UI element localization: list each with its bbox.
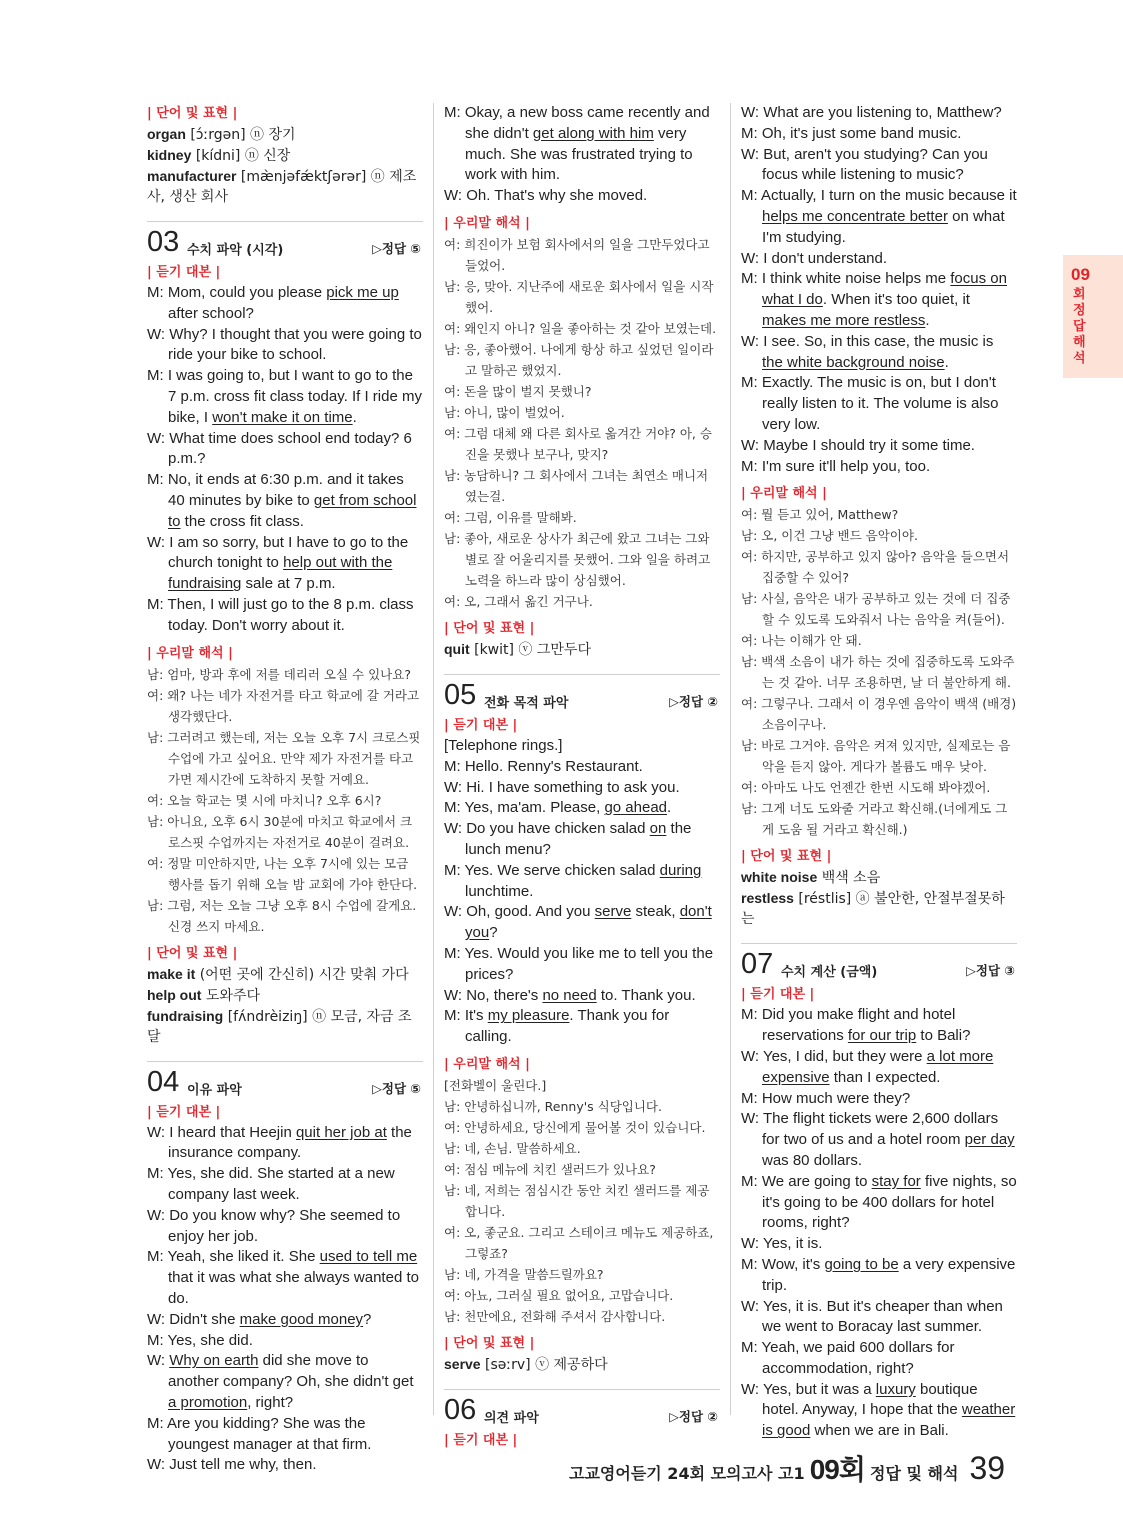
dialogue-line: M: Yeah, she liked it. She used to tell me that it was what she always wanted to do.: [147, 1248, 419, 1307]
translation-line: 여: 하지만, 공부하고 있지 않아? 음악을 들으면서 집중할 수 있어?: [741, 549, 1010, 586]
dialogue-line: M: We are going to stay for five nights, so it's going to be 400 dollars for hotel rooms, right?: [741, 1172, 1017, 1232]
answer-badge: ▷정답 ③: [966, 963, 1015, 979]
translation-line: 여: 오늘 학교는 몇 시에 마치니? 오후 6시?: [147, 792, 382, 808]
dialogue-line: W: Why? I thought that you were going to ride your bike to school.: [147, 325, 422, 364]
dialogue-line: W: The flight tickets were 2,600 dollars for two of us and a hotel room per day was 80 dollars.: [741, 1110, 1015, 1169]
dialogue-line: W: But, aren't you studying? Can you focus while listening to music?: [741, 145, 988, 184]
translation-line: 남: 그럼, 저는 오늘 그냥 오후 8시 수업에 갈게요. 신경 쓰지 마세요.: [147, 897, 417, 934]
chapter-number: 09: [1071, 265, 1090, 284]
translation-line: 여: 돈을 많이 벌지 못했니?: [444, 383, 592, 399]
question-type: 수치 계산 (금액): [781, 965, 878, 981]
footer-issue: 09회: [809, 1454, 865, 1485]
vocab-item: white noise 백색 소음: [741, 869, 881, 887]
vocab-heading: | 단어 및 표현 |: [741, 849, 832, 865]
translation-line: 남: 네, 저희는 점심시간 동안 치킨 샐러드를 제공합니다.: [444, 1182, 710, 1219]
question-number: 07: [741, 948, 774, 981]
dialogue-line: M: Then, I will just go to the 8 p.m. class today. Don't worry about it.: [147, 595, 414, 634]
translation-line: 남: 아니, 많이 벌었어.: [444, 404, 565, 420]
vocab-item: kidney [kídni] ⓝ 신장: [147, 147, 291, 164]
translation-line: 남: 바로 그거야. 음악은 켜져 있지만, 실제로는 음악을 듣지 않아. 게다가 볼륨도 매우 낮아.: [741, 738, 1011, 775]
footer-label: 정답 및 해석: [869, 1464, 959, 1483]
vocab-item: quit [kwit] ⓥ 그만두다: [444, 640, 591, 658]
script-heading: | 듣기 대본 |: [444, 1432, 518, 1448]
translation-line: 남: 좋아, 새로운 상사가 최근에 왔고 그녀는 그와 별로 잘 어울리지를 못했어. 그와 일을 하려고 노력을 하느라 많이 상심했어.: [444, 530, 711, 588]
translation-line: 남: 아니요, 오후 6시 30분에 마치고 학교에서 크로스핏 수업까지는 자전거로 40분이 걸려요.: [147, 813, 413, 850]
dialogue-line: M: Yeah, we paid 600 dollars for accommodation, right?: [741, 1339, 955, 1377]
footer-series: 고교영어듣기 24회 모의고사 고1: [569, 1464, 805, 1483]
stage-direction-translation: [전화벨이 울린다.]: [444, 1077, 547, 1093]
dialogue-line: W: Do you know why? She seemed to enjoy her job.: [147, 1206, 401, 1245]
translation-line: 여: 그럼, 이유를 말해봐.: [444, 509, 577, 525]
dialogue-line: W: I see. So, in this case, the music is the white background noise.: [741, 332, 994, 371]
translation-line: 남: 네, 손님. 말씀하세요.: [444, 1140, 581, 1156]
vocab-item: serve [səːrv] ⓥ 제공하다: [444, 1355, 608, 1373]
dialogue-line: M: It's my pleasure. Thank you for calling.: [444, 1007, 670, 1046]
vocab-heading: | 단어 및 표현 |: [147, 945, 238, 961]
vocab-heading: | 단어 및 표현 |: [444, 620, 535, 636]
dialogue-line: M: Oh, it's just some band music.: [741, 124, 962, 142]
translation-line: 남: 엄마, 방과 후에 저를 데리러 오실 수 있나요?: [147, 666, 411, 682]
vocab-item: help out 도와주다: [147, 986, 260, 1004]
vocab-heading: | 단어 및 표현 |: [444, 1335, 535, 1351]
vocab-heading: | 단어 및 표현 |: [147, 106, 238, 121]
dialogue-line: M: Okay, a new boss came recently and she didn't get along with him very much. She was frustrated trying to work with him.: [444, 104, 710, 184]
question-type: 이유 파악: [187, 1082, 242, 1098]
translation-line: 남: 응, 좋아했어. 나에게 항상 하고 싶었던 일이라고 말하곤 했었지.: [444, 341, 714, 378]
dialogue-line: M: Mom, could you please pick me up after school?: [147, 284, 399, 322]
dialogue-line: W: Yes, it is.: [741, 1235, 823, 1253]
question-05-header: [444, 674, 720, 715]
question-number: 03: [147, 226, 180, 258]
translation-line: 여: 그럼 대체 왜 다른 회사로 옮겨간 거야? 아, 승진을 못했나 보구나, 맞지?: [444, 425, 712, 462]
chapter-label: 회정답해석: [1073, 287, 1086, 366]
script-heading: | 듣기 대본 |: [741, 987, 815, 1003]
dialogue-line: M: Yes. Would you like me to tell you the prices?: [444, 944, 714, 983]
question-number: 05: [444, 678, 477, 711]
translation-line: 여: 아뇨, 그러실 필요 없어요, 고맙습니다.: [444, 1287, 674, 1303]
page-footer: [569, 1448, 1005, 1488]
dialogue-line: W: Hi. I have something to ask you.: [444, 778, 680, 796]
script-heading: | 듣기 대본 |: [147, 265, 221, 280]
translation-line: 여: 오, 그래서 옮긴 거구나.: [444, 593, 593, 609]
dialogue-line: W: What are you listening to, Matthew?: [741, 104, 1002, 121]
dialogue-line: M: Actually, I turn on the music because it helps me concentrate better on what I'm studying.: [741, 187, 1017, 246]
dialogue-line: W: I heard that Heejin quit her job at the insurance company.: [147, 1123, 412, 1162]
translation-line: 여: 아마도 나도 언젠간 한번 시도해 봐야겠어.: [741, 780, 991, 796]
translation-line: 여: 나는 이해가 안 돼.: [741, 633, 862, 649]
script-heading: | 듣기 대본 |: [147, 1104, 221, 1120]
translation-heading: | 우리말 해석 |: [147, 645, 233, 661]
question-03-header: [147, 221, 423, 262]
dialogue-line: W: Just tell me why, then.: [147, 1456, 317, 1474]
translation-line: 여: 오, 좋군요. 그리고 스테이크 메뉴도 제공하죠, 그렇죠?: [444, 1224, 714, 1261]
translation-line: 남: 그러려고 했는데, 저는 오늘 오후 7시 크로스핏 수업에 가고 싶어요. 만약 제가 자전거를 타고 가면 제시간에 도착하지 못할 거예요.: [147, 729, 421, 787]
translation-line: 여: 왜인지 아니? 일을 좋아하는 것 같아 보였는데.: [444, 320, 717, 336]
dialogue-line: W: Yes, but it was a luxury boutique hotel. Anyway, I hope that the weather is good when we are in Bali.: [741, 1380, 1016, 1440]
translation-heading: | 우리말 해석 |: [741, 486, 827, 502]
vocab-item: restless [réstlis] ⓐ 불안한, 안절부절못하는: [741, 890, 1005, 928]
translation-line: 남: 사실, 음악은 내가 공부하고 있는 것에 더 집중할 수 있도록 도와줘서 나는 음악을 켜(들어).: [741, 591, 1011, 628]
dialogue-line: W: I am so sorry, but I have to go to the church tonight to help out with the fundraising sale at 7 p.m.: [147, 533, 409, 593]
dialogue-line: W: Oh. That's why she moved.: [444, 187, 648, 205]
dialogue-line: M: Are you kidding? She was the youngest manager at that firm.: [147, 1414, 372, 1453]
answer-badge: ▷정답 ⑤: [372, 241, 421, 256]
dialogue-line: M: Yes. We serve chicken salad during lunchtime.: [444, 861, 702, 900]
translation-line: 여: 점심 메뉴에 치킨 샐러드가 있나요?: [444, 1161, 656, 1177]
dialogue-line: W: Do you have chicken salad on the lunch menu?: [444, 820, 692, 858]
stage-direction: [Telephone rings.]: [444, 736, 563, 754]
dialogue-line: W: No, there's no need to. Thank you.: [444, 986, 696, 1004]
translation-line: 남: 응, 맞아. 지난주에 새로운 회사에서 일을 시작했어.: [444, 278, 714, 315]
chapter-side-tab: [1063, 255, 1123, 378]
dialogue-line: M: Exactly. The music is on, but I don't really listen to it. The volume is also very low.: [741, 374, 999, 433]
dialogue-line: M: How much were they?: [741, 1089, 911, 1107]
translation-line: 남: 네, 가격을 말씀드릴까요?: [444, 1266, 604, 1282]
translation-line: 남: 천만에요, 전화해 주셔서 감사합니다.: [444, 1308, 666, 1324]
question-number: 04: [147, 1065, 180, 1098]
vocab-item: fundraising [fʌ́ndrèiziŋ] ⓝ 모금, 자금 조달: [147, 1007, 412, 1045]
question-type: 전화 목적 파악: [484, 695, 569, 711]
question-06-header: [444, 1389, 720, 1430]
translation-line: 남: 그게 너도 도와줄 거라고 확신해.(너에게도 그게 도움 될 거라고 확신해.): [741, 801, 1008, 838]
answer-badge: ▷정답 ②: [669, 1408, 718, 1424]
dialogue-line: W: Oh, good. And you serve steak, don't you?: [444, 903, 712, 942]
question-number: 06: [444, 1393, 477, 1426]
dialogue-line: M: Did you make flight and hotel reservations for our trip to Bali?: [741, 1006, 971, 1045]
question-04-header: [147, 1061, 423, 1102]
dialogue-line: M: I think white noise helps me focus on what I do. When it's too quiet, it makes me more restless.: [741, 270, 1007, 329]
column-1: [147, 103, 423, 1476]
vocab-item: organ [ɔ́ːrgən] ⓝ 장기: [147, 126, 296, 143]
column-3: [741, 103, 1017, 1442]
dialogue-line: W: I don't understand.: [741, 249, 888, 267]
script-heading: | 듣기 대본 |: [444, 717, 518, 733]
dialogue-line: M: Wow, it's going to be a very expensive trip.: [741, 1255, 1016, 1294]
dialogue-line: M: No, it ends at 6:30 p.m. and it takes 40 minutes by bike to get from school to the cross fit class.: [147, 471, 417, 530]
question-07-header: [741, 943, 1017, 984]
dialogue-line: M: Yes, she did. She started at a new company last week.: [147, 1165, 395, 1203]
translation-heading: | 우리말 해석 |: [444, 215, 530, 231]
dialogue-line: M: Yes, ma'am. Please, go ahead.: [444, 799, 672, 817]
translation-line: 남: 오, 이건 그냥 밴드 음악이야.: [741, 528, 918, 544]
answer-badge: ▷정답 ②: [669, 693, 718, 709]
vocab-item: manufacturer [mæ̀njəfǽktʃərər] ⓝ 제조사, 생산 회사: [147, 168, 417, 205]
translation-line: 여: 그렇구나. 그래서 이 경우엔 음악이 백색 (배경) 소음이구나.: [741, 696, 1017, 733]
dialogue-line: M: I was going to, but I want to go to the 7 p.m. cross fit class today. If I ride my bike, I won't make it on time.: [147, 367, 422, 426]
translation-line: 남: 안녕하십니까, Renny's 식당입니다.: [444, 1098, 662, 1114]
translation-line: 남: 농담하니? 그 회사에서 그녀는 최연소 매니저였는걸.: [444, 467, 709, 504]
translation-line: 여: 왜? 나는 네가 자전거를 타고 학교에 갈 거라고 생각했단다.: [147, 687, 420, 724]
page-number: 39: [969, 1450, 1006, 1486]
dialogue-line: W: Why on earth did she move to another company? Oh, she didn't get a promotion, right?: [147, 1352, 414, 1411]
vocab-item: make it (어떤 곳에 간신히) 시간 맞춰 가다: [147, 965, 409, 983]
dialogue-line: W: Yes, it is. But it's cheaper than when we went to Boracay last summer.: [741, 1297, 1003, 1336]
dialogue-line: W: Didn't she make good money?: [147, 1310, 372, 1328]
translation-line: 남: 백색 소음이 내가 하는 것에 집중하도록 도와주는 것 같아. 너무 조용하면, 날 더 불안하게 해.: [741, 654, 1015, 691]
dialogue-line: M: Yes, she did.: [147, 1331, 253, 1349]
question-type: 의견 파악: [484, 1410, 539, 1426]
dialogue-line: W: Yes, I did, but they were a lot more expensive than I expected.: [741, 1047, 994, 1086]
translation-line: 여: 정말 미안하지만, 나는 오후 7시에 있는 모금 행사를 돕기 위해 오늘 밤 교회에 가야 한단다.: [147, 855, 418, 892]
translation-line: 여: 뭘 듣고 있어, Matthew?: [741, 507, 899, 523]
dialogue-line: M: Hello. Renny's Restaurant.: [444, 757, 643, 775]
dialogue-line: W: Maybe I should try it some time.: [741, 436, 975, 454]
translation-line: 여: 안녕하세요, 당신에게 물어볼 것이 있습니다.: [444, 1119, 706, 1135]
dialogue-line: W: What time does school end today? 6 p.m.?: [147, 429, 412, 468]
question-type: 수치 파악 (시각): [187, 243, 284, 258]
translation-line: 여: 희진이가 보험 회사에서의 일을 그만두었다고 들었어.: [444, 236, 710, 273]
answer-badge: ▷정답 ⑤: [372, 1080, 421, 1096]
dialogue-line: M: I'm sure it'll help you, too.: [741, 457, 931, 475]
translation-heading: | 우리말 해석 |: [444, 1056, 530, 1072]
column-2: [444, 103, 720, 1451]
